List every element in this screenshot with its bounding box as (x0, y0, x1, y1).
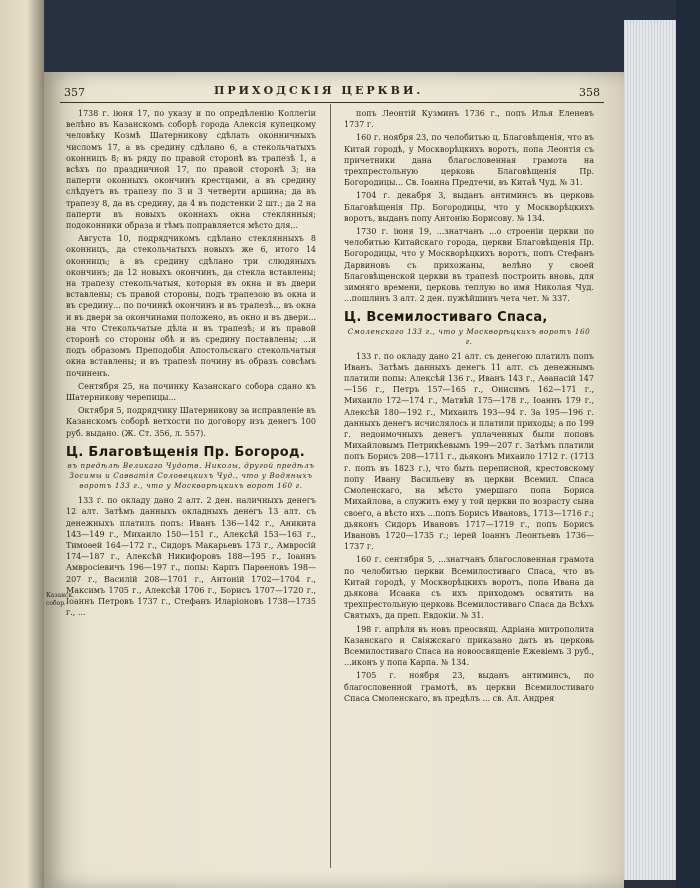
paragraph: 1704 г. декабря 3, выданъ антиминсъ въ церковь Благовѣщенія Пр. Богородицы, что у Москворѣцкихъ воротъ, выданъ попу Антонію Борисову. № 134. (344, 191, 594, 223)
paragraph: 160 г. ноября 23, по челобитью ц. Благовѣщенія, что въ Китай городѣ, у Москворѣцкихъ воротъ, попа Леонтія съ причетники дана благословенная грамота на трехпрестольную церковь Благовѣщенія Пр. Богородицы... Св. Іоанна Предтечи, въ Китаѣ Чуд. № 31. (344, 133, 594, 188)
church-heading: Ц. Благовѣщенія Пр. Богород. (66, 444, 306, 460)
paragraph: 1730 г. іюня 19, ...знатчанъ ...о строеніи церкви по челобитью Китайскаго города, церкви Благовѣщенія Пр. Богородицы, что у Москворѣцкихъ воротъ, попъ Стефанъ Дарвиновъ съ прихожаны, велѣно у своей Благовѣщенской церкви въ трапезѣ построить вновь, для зимняго времени, церковь теплую во имя Николая Чуд. ...пошлинъ 3 алт. 2 ден. пужѣйшинъ чета чет. № 337. (344, 227, 594, 304)
church-subheading: въ предѣлѣ Великаго Чудотв. Николы, другой предѣлъ Зосимы и Савватія Соловецкихъ Чуд., что у Водяныхъ воротъ 133 г., что у Москворѣцкихъ ворот 160 г. (67, 461, 315, 491)
paragraph: 198 г. апрѣля въ новъ преосвящ. Адріана митрополита Казанскаго и Свіяжскаго приказано дать въ церковь Всемилостиваго Спаса на новоосвященіе Ежевіемъ 3 руб., ...иконъ у попа Карпа. № 134. (344, 624, 594, 668)
paragraph: 133 г. по окладу дано 2 алт. 2 ден. наличныхъ денегъ 12 алт. Затѣмъ данныхъ окладныхъ денегъ 13 алт. съ денежныхъ платилъ попъ: Иванъ 136—142 г., Аникита 143—149 г., Михаило 150—151 г., Алексѣй 153—163 г., Тимоѳей 164—172 г., Сидоръ Макарьевъ 173 г., Амвросій 174—187 г., Алексѣй Никифоровъ 188—195 г., Іоаннъ Амвросіевичъ 196—197 г., попы: Карпъ Парѳеновъ 198—207 г., Василій 208—1701 г., Антоній 1702—1704 г., Максимъ 1705 г., Алексѣй 1706 г., Борисъ 1707—1720 г., Іоаннъ Петровъ 1737 г., Стефанъ Иларіоновъ 1738—1735 г., ... (66, 496, 316, 618)
column-divider (330, 104, 331, 868)
paragraph: Октября 5, подрядчику Шатерникову за исправленіе въ Казанскомъ соборѣ ветхости по договору изъ денегъ 100 руб. выдано. (Ж. Ст. 356, л. 557). (66, 406, 316, 438)
paragraph: 133 г. по окладу дано 21 алт. съ денегою платилъ попъ Иванъ. Затѣмъ данныхъ денегъ 11 алт. съ денежнымъ платили попы: Алексѣй 136 г., Иванъ 143 г., Аѳанасій 147—156 г., Петръ 157—165 г., Ониcимъ 162—171 г., Михаило 172—174 г., Матвѣй 175—178 г., Іоаннъ 179 г., Алексѣй 180—192 г., Михаилъ 193—94 г. За 195—196 г. данныхъ денегъ исчислялось и платили приходы; а по 199 г. недоимочныхъ денегъ уплаченных были поповъ Михайловымъ Петрикѣевымъ 199—207 г. Затѣмъ платили попъ Борисъ 208—1711 г., дьяконъ Михаило 1712 г. (1713 г. попъ въ 1823 г.), что быть переписной, крестовскому попу Ивану Васильеву въ церкви Всемил. Спаса Смоленскаго, на мѣсто умершаго попа Бориса Михайлова, а служить ему у той церкви по возрасту сына своего, а вѣсто ихъ ...попъ Борисъ Ивановъ, 1713—1716 г.; дьяконъ Сидоръ Ивановъ 1717—1719 г., попъ Борисъ Ивановъ 1720—1735 г.; іерей Іоаннъ Леонтьевъ 1736—1737 г. (344, 351, 594, 552)
page-number-left: 357 (64, 86, 85, 99)
paragraph: Сентября 25, на починку Казанскаго собора сдано къ Шатерникову черепицы... (66, 381, 316, 403)
header-rule (60, 102, 604, 103)
church-subheading: Смоленскаго 133 г., что у Москворѣцкихъ воротъ 160 г. (347, 326, 591, 346)
page-number-right: 358 (579, 86, 600, 99)
running-title: ПРИХОДСКІЯ ЦЕРКВИ. (214, 84, 424, 97)
paragraph: 1738 г. іюня 17, по указу и по опредѣленію Коллегіи велѣно въ Казанскомъ соборѣ города Алексія купецкому человѣку Козмѣ Шатерникову сдѣлать оконничныхъ числомъ 17, а въ средину сдѣлано 6, а стекольчатыхъ оконницъ 8; въ ряду по правой сторонѣ въ трапезѣ 1, а всѣхъ по праздничной 17, по правой сторонѣ 3; на паперти оконныхъ окончинъ крестцами, а въ средину слѣдуетъ въ трапезу по 3 и 3 четверти аршина; да въ трапезу 8, да въ средину, да 4 въ подстенки 2 шт.; да 2 на паперти въ новыхъ оконнахъ окна стеклянныя; подоконники образа и тѣмъ поправляется мѣсто для... (66, 109, 316, 231)
paragraph: 1705 г. ноября 23, выданъ антиминсъ, по благословенной грамотѣ, въ церкви Всемилостиваго Спаса Смоленскаго, въ предѣлъ ... св. Ал. Андрея (344, 671, 594, 703)
paragraph: 160 г. сентября 5, ...знатчанъ благословенная грамота по челобитью церкви Всемилостиваго Спаса, что въ Китай городѣ, у Москворѣцкихъ воротъ, попа Ивана да дьякона Исаака съ ихъ приходомъ освятить на трехпрестольную церковь Всемилостиваго Спаса да Всѣхъ Святыхъ, да преп. Евдокіи. № 31. (344, 555, 594, 621)
right-column (344, 108, 594, 706)
book-cover-right (676, 0, 700, 888)
left-column (66, 108, 316, 620)
paragraph: попъ Леонтій Кузминъ 1736 г., попъ Илья Еленевъ 1737 г. (344, 109, 594, 130)
book-cover-top (44, 0, 676, 72)
page-stack-edge (624, 20, 676, 880)
paragraph: Августа 10, подрядчикомъ сдѣлано стеклянныхъ 8 оконницъ, да стекольчатыхъ новыхъ же 6, итого 14 оконницъ; а въ средину сдѣлано три слюдяныхъ окончинъ; да 12 новыхъ окончинъ, да стекла вставлены; на трапезу стекольчатыя, которыя въ окна и въ двери вставлены; съ правой стороны, подъ трапезою въ окна и въ средину... по починкѣ окончинъ и въ трапезѣ... въ окна и въ двери за окончинами положено, въ окно и въ двери... на что Стекольчатые дѣла и въ трапезѣ; и въ правой сторонѣ со стороны обѣ и въ средину поставлены; ...и подъ образомъ Преподобія Апостольскаго стекольчатыя окна вставлены; и въ трапезѣ почину въ образъ совсѣмъ починенъ. (66, 234, 316, 378)
left-page-edge (0, 0, 44, 888)
church-heading: Ц. Всемилостиваго Спаса, (344, 310, 548, 326)
page-header (64, 82, 600, 102)
margin-note: Казанск. собор. (46, 592, 75, 607)
book-page (44, 72, 624, 888)
